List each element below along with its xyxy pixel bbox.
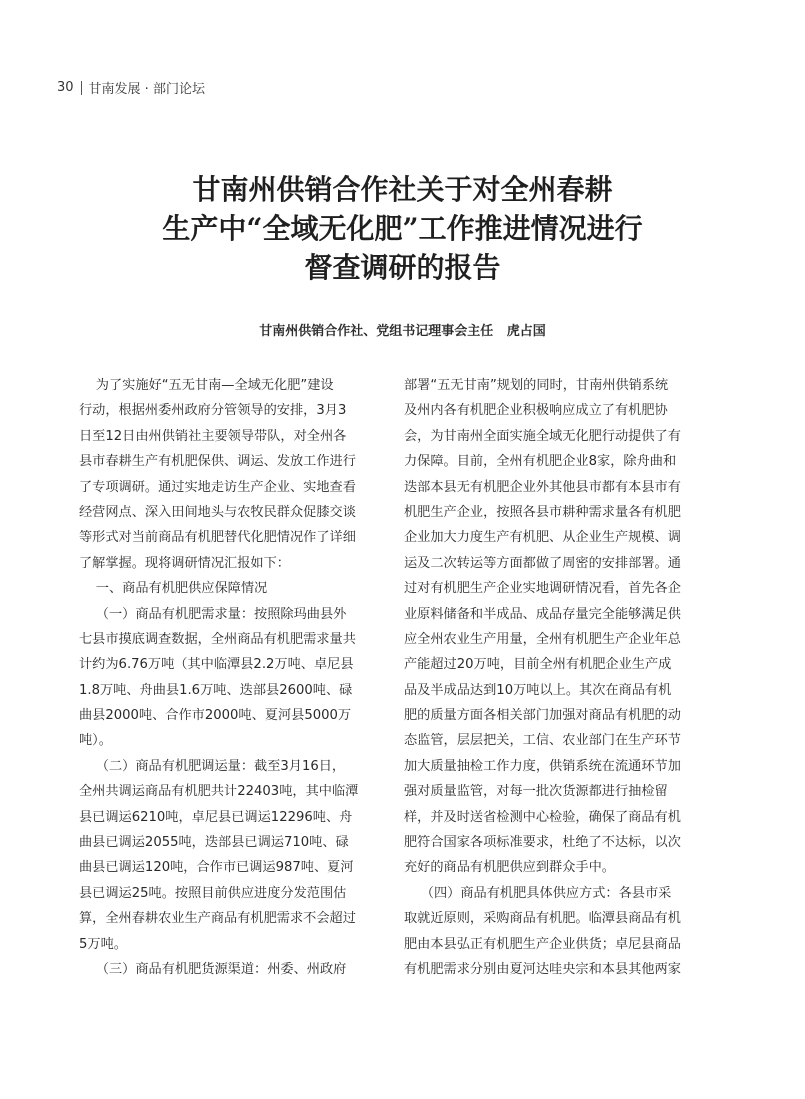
body-text-line: 力保障。目前，全州有机肥企业8家，除舟曲和 (404, 454, 677, 470)
body-text-line: 等形式对当前商品有机肥替代化肥情况作了详细 (79, 530, 356, 546)
right-column (404, 373, 702, 982)
title-line: 督查调研的报告 (304, 251, 501, 284)
body-text-line: 迭部本县无有机肥企业外其他县市都有本县市有 (404, 479, 681, 495)
body-text-line: 机肥生产企业，按照各县市耕种需求量各有机肥 (404, 504, 681, 520)
body-text-line: 县市春耕生产有机肥保供、调运、发放工作进行 (79, 454, 356, 470)
body-text-line: 强对质量监管，对每一批次货源都进行抽检留 (404, 784, 668, 800)
body-text-line: 1.8万吨、舟曲县1.6万吨、迭部县2600吨、碌 (79, 682, 353, 698)
body-text-line: 全州共调运商品有机肥共计22403吨，其中临潭 (79, 784, 359, 800)
section-name: 甘南发展 · 部门论坛 (88, 82, 205, 97)
body-text-line: 肥的质量方面各相关部门加强对商品有机肥的动 (404, 708, 681, 724)
body-text-line: （二）商品有机肥调运量：截至3月16日， (79, 758, 346, 774)
body-text-line: 了解掌握。现将调研情况汇报如下： (79, 555, 290, 571)
body-text-line: 产能超过20万吨，目前全州有机肥企业生产成 (404, 657, 672, 673)
body-text-line: 日至12日由州供销社主要领导带队，对全州各 (79, 428, 347, 444)
body-text-line: 业原料储备和半成品、成品存量完全能够满足供 (404, 606, 681, 622)
body-text-line: 有机肥需求分别由夏河达哇央宗和本县其他两家 (404, 961, 681, 977)
body-text-line: 曲县2000吨、合作市2000吨、夏河县5000万 (79, 708, 352, 724)
body-text-line: 部署“五无甘南”规划的同时，甘南州供销系统 (404, 378, 669, 393)
body-text-line: 一、商品有机肥供应保障情况 (79, 581, 268, 597)
page-number: 30 (57, 80, 74, 95)
body-text-line: 经营网点、深入田间地头与农牧民群众促膝交谈 (79, 504, 356, 520)
body-text-line: 为了实施好“五无甘南—全域无化肥”建设 (79, 378, 334, 393)
body-text-line: 曲县已调运2055吨，迭部县已调运710吨、碌 (79, 835, 349, 851)
body-text-line: 充好的商品有机肥供应到群众手中。 (404, 860, 615, 876)
body-text-line: 吨）。 (79, 733, 112, 749)
body-text-line: 计约为6.76万吨（其中临潭县2.2万吨、卓尼县 (79, 657, 354, 673)
body-text-line: 加大质量抽检工作力度，供销系统在流通环节加 (404, 758, 681, 774)
body-text-line: 会，为甘南州全面实施全域无化肥行动提供了有 (404, 428, 681, 444)
body-text-line: 品及半成品达到10万吨以上。其次在商品有机 (404, 682, 672, 698)
body-text-line: 曲县已调运120吨，合作市已调运987吨、夏河 (79, 860, 354, 876)
body-text-line: 县已调运6210吨，卓尼县已调运12296吨、舟 (79, 809, 353, 825)
body-text-line: （三）商品有机肥货源渠道：州委、州政府 (79, 961, 347, 977)
body-text-line: （四）商品有机肥具体供应方式：各县市采 (404, 885, 672, 901)
body-text-line: 企业加大力度生产有机肥、从企业生产规模、调 (404, 530, 681, 546)
title-line: 甘南州供销合作社关于对全州春耕 (192, 173, 613, 206)
body-text-line: 肥由本县弘正有机肥生产企业供货；卓尼县商品 (404, 936, 681, 952)
body-text-line: 县已调运25吨。按照目前供应进度分发范围估 (79, 885, 347, 901)
body-text-line: 运及二次转运等方面都做了周密的安排部署。通 (404, 555, 681, 571)
body-text-line: 取就近原则，采购商品有机肥。临潭县商品有机 (404, 911, 681, 927)
article-title (0, 170, 805, 287)
left-column (79, 373, 377, 982)
body-text-line: 应全州农业生产用量，全州有机肥生产企业年总 (404, 631, 681, 647)
running-header (57, 78, 205, 97)
body-text-line: 及州内各有机肥企业积极响应成立了有机肥协 (404, 403, 668, 419)
title-line: 生产中“全域无化肥”工作推进情况进行 (162, 212, 643, 245)
header-divider (81, 81, 82, 95)
body-text-line: 算，全州春耕农业生产商品有机肥需求不会超过 (79, 911, 356, 927)
author-byline: 甘南州供销合作社、党组书记理事会主任 虎占国 (259, 324, 546, 339)
body-text-line: 过对有机肥生产企业实地调研情况看，首先各企 (404, 581, 681, 597)
body-text-line: 样，并及时送省检测中心检验，确保了商品有机 (404, 809, 681, 825)
body-text-line: 了专项调研。通过实地走访生产企业、实地查看 (79, 479, 356, 495)
body-text-line: 态监管，层层把关，工信、农业部门在生产环节 (404, 733, 681, 749)
body-text-line: （一）商品有机肥需求量：按照除玛曲县外 (79, 606, 347, 622)
body-text-line: 5万吨。 (79, 936, 127, 952)
body-text-line: 行动，根据州委州政府分管领导的安排，3月3 (79, 403, 347, 419)
body-text-line: 七县市摸底调查数据，全州商品有机肥需求量共 (79, 631, 356, 647)
body-text-line: 肥符合国家各项标准要求，杜绝了不达标，以次 (404, 835, 681, 851)
